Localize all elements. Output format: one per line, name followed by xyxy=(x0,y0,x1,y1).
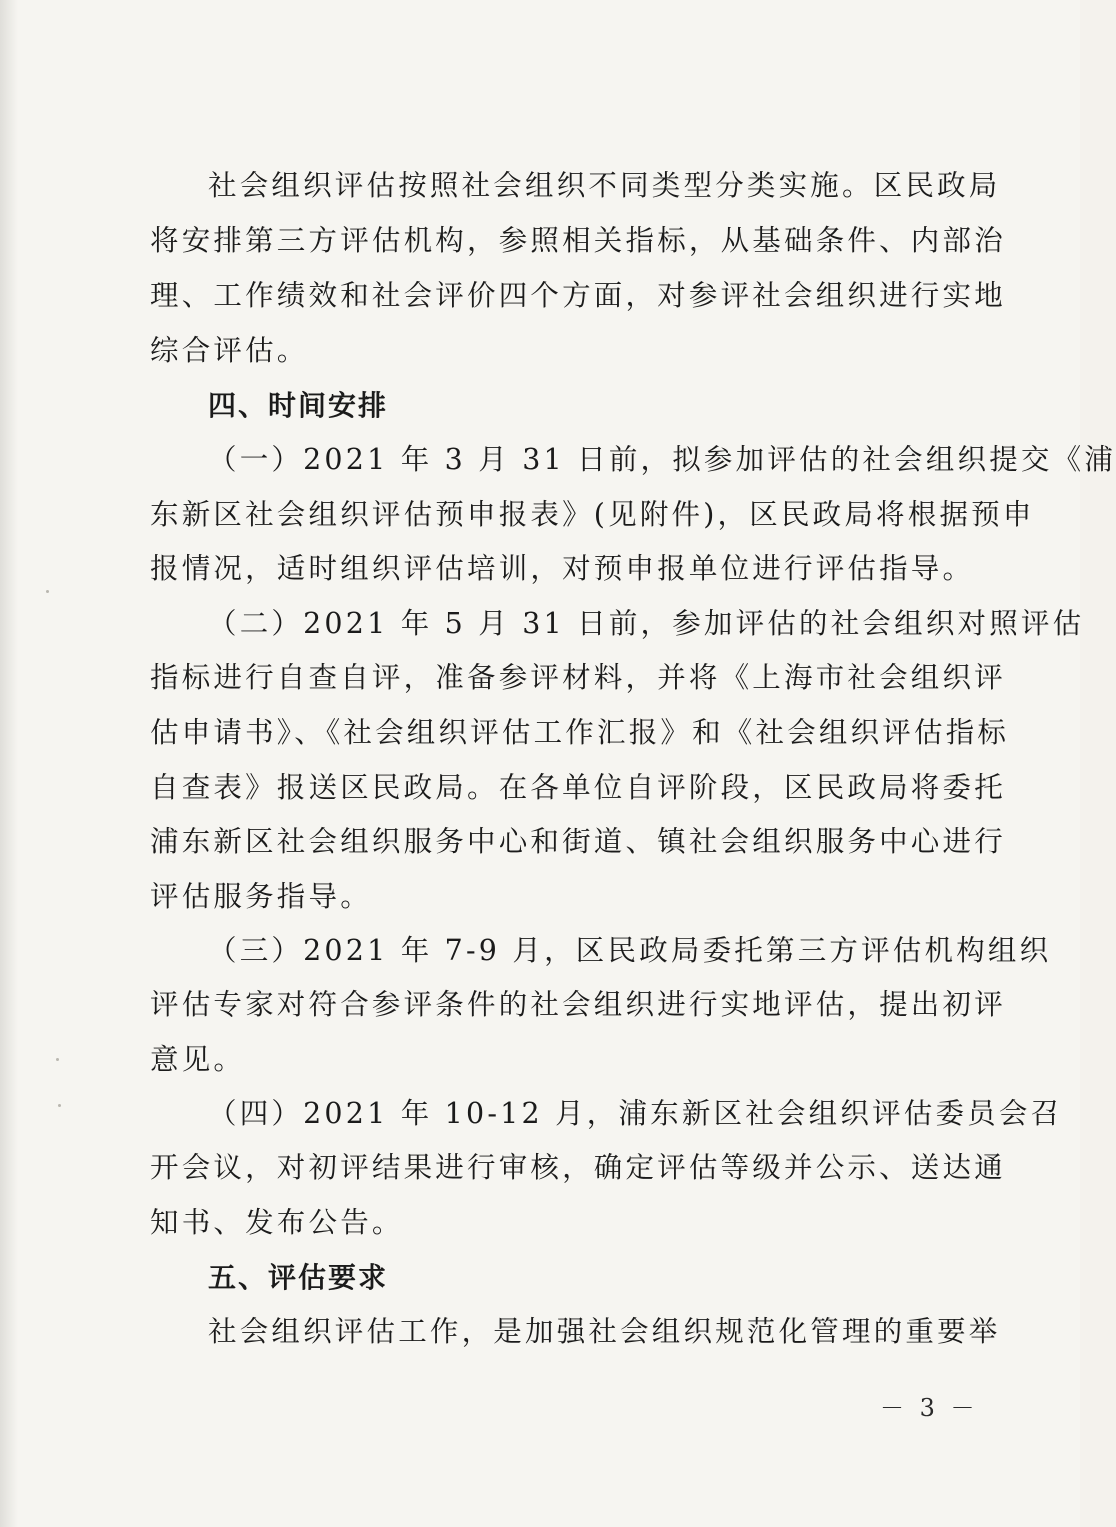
body-text-line: 浦东新区社会组织服务中心和街道、镇社会组织服务中心进行 xyxy=(150,825,1006,858)
body-text-line: （一）2021 年 3 月 31 日前，拟参加评估的社会组织提交《浦 xyxy=(208,443,1116,476)
body-text-line: 知书、发布公告。 xyxy=(150,1206,404,1239)
body-text-line: 评估专家对符合参评条件的社会组织进行实地评估，提出初评 xyxy=(150,988,1006,1021)
body-text-line: 估申请书》、《社会组织评估工作汇报》和《社会组织评估指标 xyxy=(150,716,1010,749)
body-text-line: 自查表》报送区民政局。在各单位自评阶段，区民政局将委托 xyxy=(150,771,1006,804)
body-text-line: 理、工作绩效和社会评价四个方面，对参评社会组织进行实地 xyxy=(150,279,1006,312)
body-text-line: （二）2021 年 5 月 31 日前，参加评估的社会组织对照评估 xyxy=(208,607,1085,640)
body-text-line: 东新区社会组织评估预申报表》(见附件)，区民政局将根据预申 xyxy=(150,498,1035,531)
body-text-line: 意见。 xyxy=(150,1043,246,1076)
body-text-line: （四）2021 年 10-12 月，浦东新区社会组织评估委员会召 xyxy=(208,1097,1063,1130)
scan-speck xyxy=(56,1058,59,1061)
body-text-line: （三）2021 年 7-9 月，区民政局委托第三方评估机构组织 xyxy=(208,934,1052,967)
body-text-line: 将安排第三方评估机构，参照相关指标，从基础条件、内部治 xyxy=(150,224,1006,257)
section-heading-schedule: 四、时间安排 xyxy=(208,389,389,422)
body-text-line: 报情况，适时组织评估培训，对预申报单位进行评估指导。 xyxy=(150,552,975,585)
section-heading-requirements: 五、评估要求 xyxy=(208,1261,389,1294)
scan-edge-shadow xyxy=(0,0,18,1527)
body-text-line: 开会议，对初评结果进行审核，确定评估等级并公示、送达通 xyxy=(150,1151,1006,1184)
page-number: － 3 － xyxy=(880,1394,979,1422)
body-text-line: 社会组织评估按照社会组织不同类型分类实施。区民政局 xyxy=(208,169,1001,202)
body-text-line: 指标进行自查自评，准备参评材料，并将《上海市社会组织评 xyxy=(150,661,1006,694)
scan-speck xyxy=(46,590,49,593)
body-text-line: 社会组织评估工作，是加强社会组织规范化管理的重要举 xyxy=(208,1315,1001,1348)
body-text-line: 评估服务指导。 xyxy=(150,880,372,913)
body-text-line: 综合评估。 xyxy=(150,334,309,367)
scan-speck xyxy=(58,1104,61,1107)
